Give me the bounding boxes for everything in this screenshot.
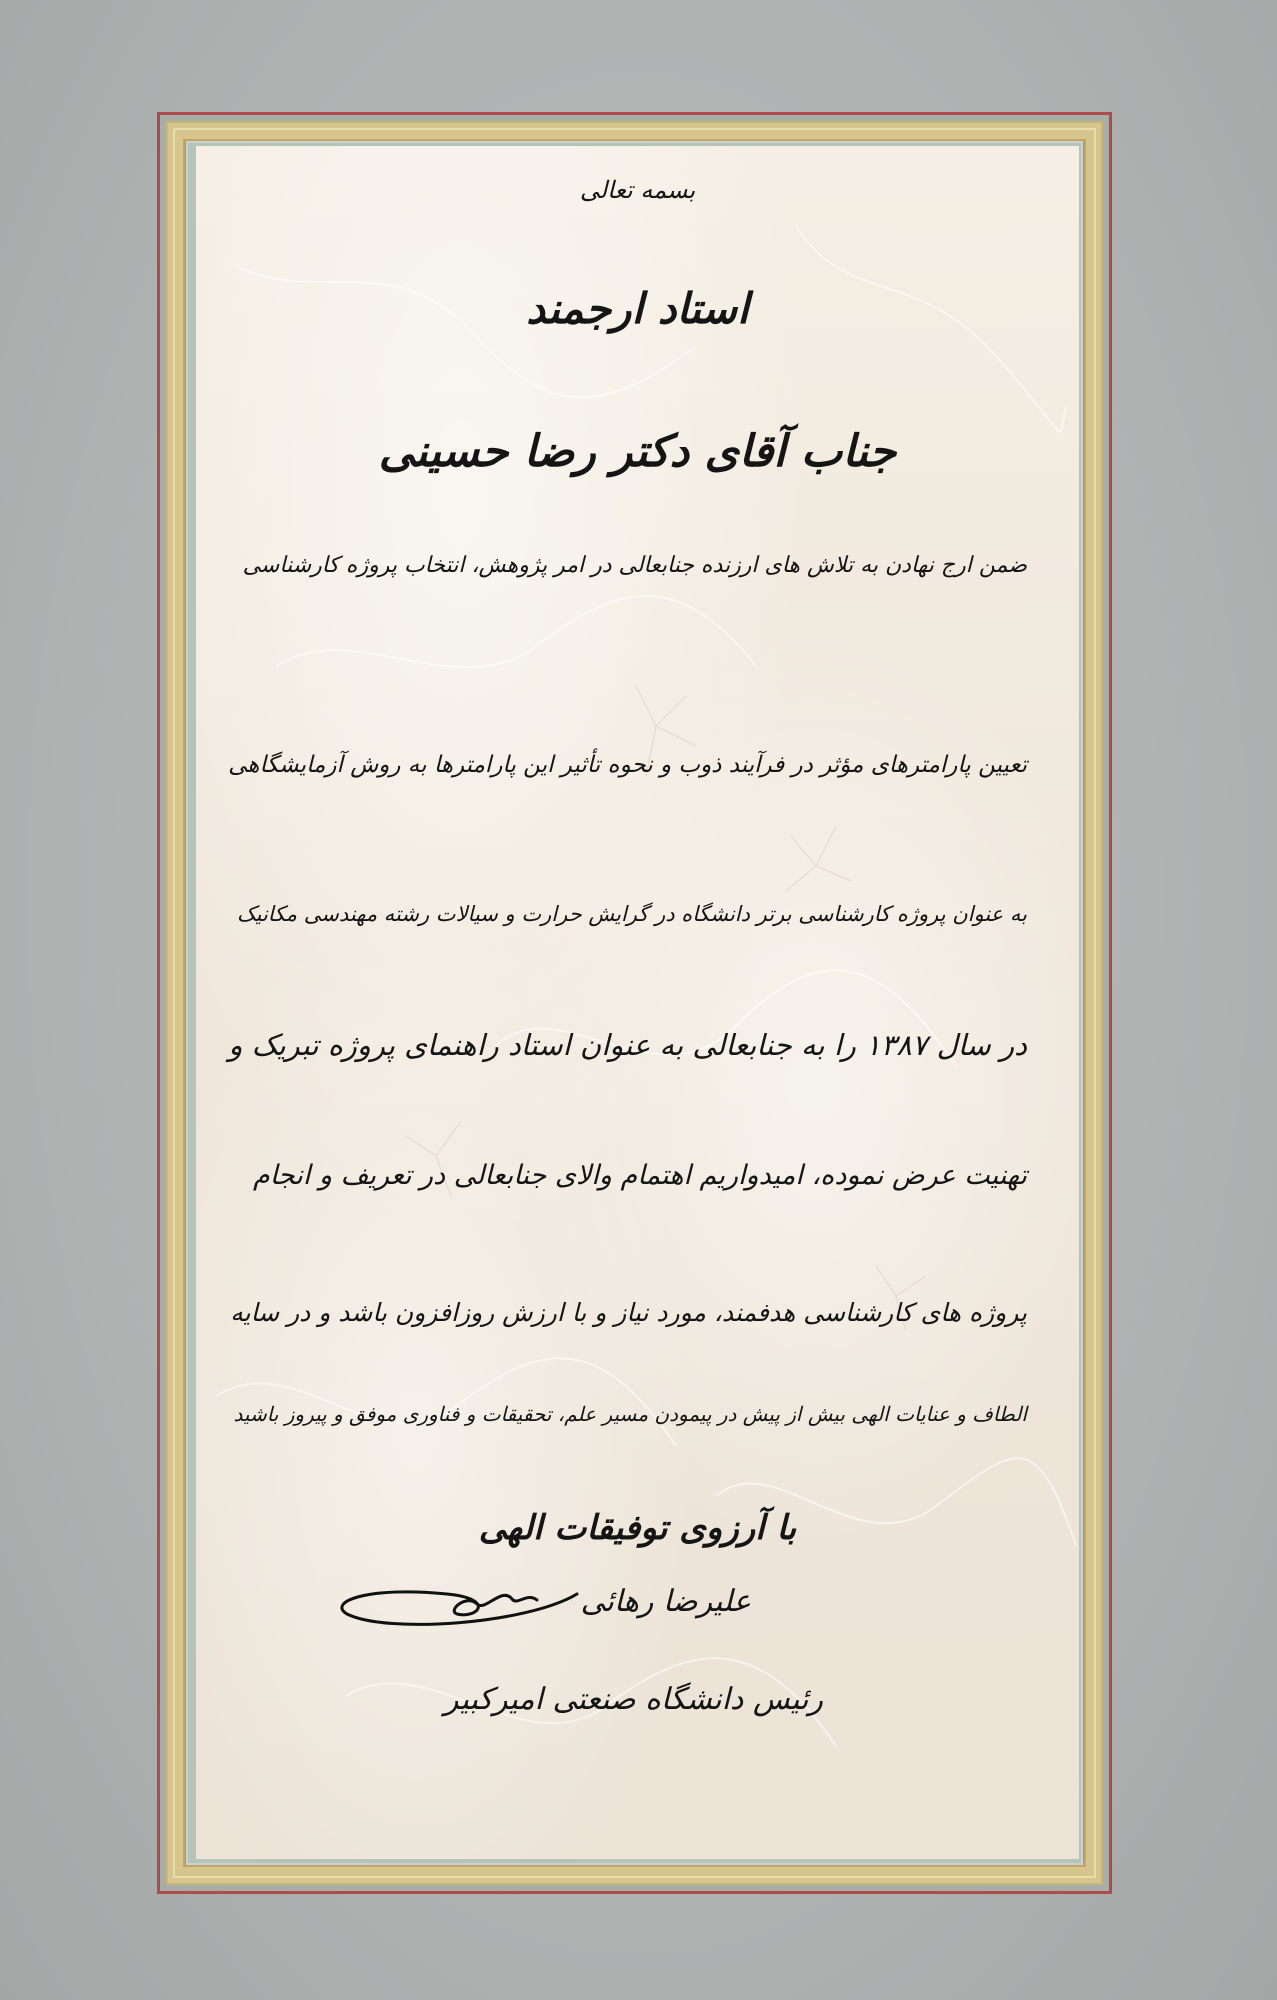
letter-heading: استاد ارجمند [526, 284, 749, 333]
signer-name: علیرضا رهائی [580, 1584, 751, 1619]
invocation: بسمه تعالی [579, 176, 696, 204]
closing-wish: با آرزوی توفیقات الهی [478, 1508, 797, 1548]
body-line-6: پروژه های کارشناسی هدفمند، مورد نیاز و با ارزش روزافزون باشد و در سایه [230, 1298, 1027, 1327]
body-line-5: تهنیت عرض نموده، امیدواریم اهتمام والای جنابعالی در تعریف و انجام [252, 1160, 1027, 1191]
certificate-paper [196, 146, 1079, 1859]
signer-position: رئیس دانشگاه صنعتی امیرکبیر [444, 1682, 823, 1717]
addressee: جناب آقای دکتر رضا حسینی [378, 426, 897, 477]
body-line-7: الطاف و عنایات الهی بیش از پیش در پیمودن مسیر علم، تحقیقات و فناوری موفق و پیروز باشید [233, 1402, 1027, 1426]
body-line-3: به عنوان پروژه کارشناسی برتر دانشگاه در گرایش حرارت و سیالات رشته مهندسی مکانیک [236, 902, 1027, 926]
body-line-2: تعیین پارامترهای مؤثر در فرآیند ذوب و نحوه تأثیر این پارامترها به روش آزمایشگاهی [228, 752, 1027, 778]
body-line-1: ضمن ارج نهادن به تلاش های ارزنده جنابعالی در امر پژوهش، انتخاب پروژه کارشناسی [242, 553, 1027, 578]
body-line-4: در سال ۱۳۸۷ را به جنابعالی به عنوان استاد راهنمای پروژه تبریک و [228, 1028, 1027, 1062]
